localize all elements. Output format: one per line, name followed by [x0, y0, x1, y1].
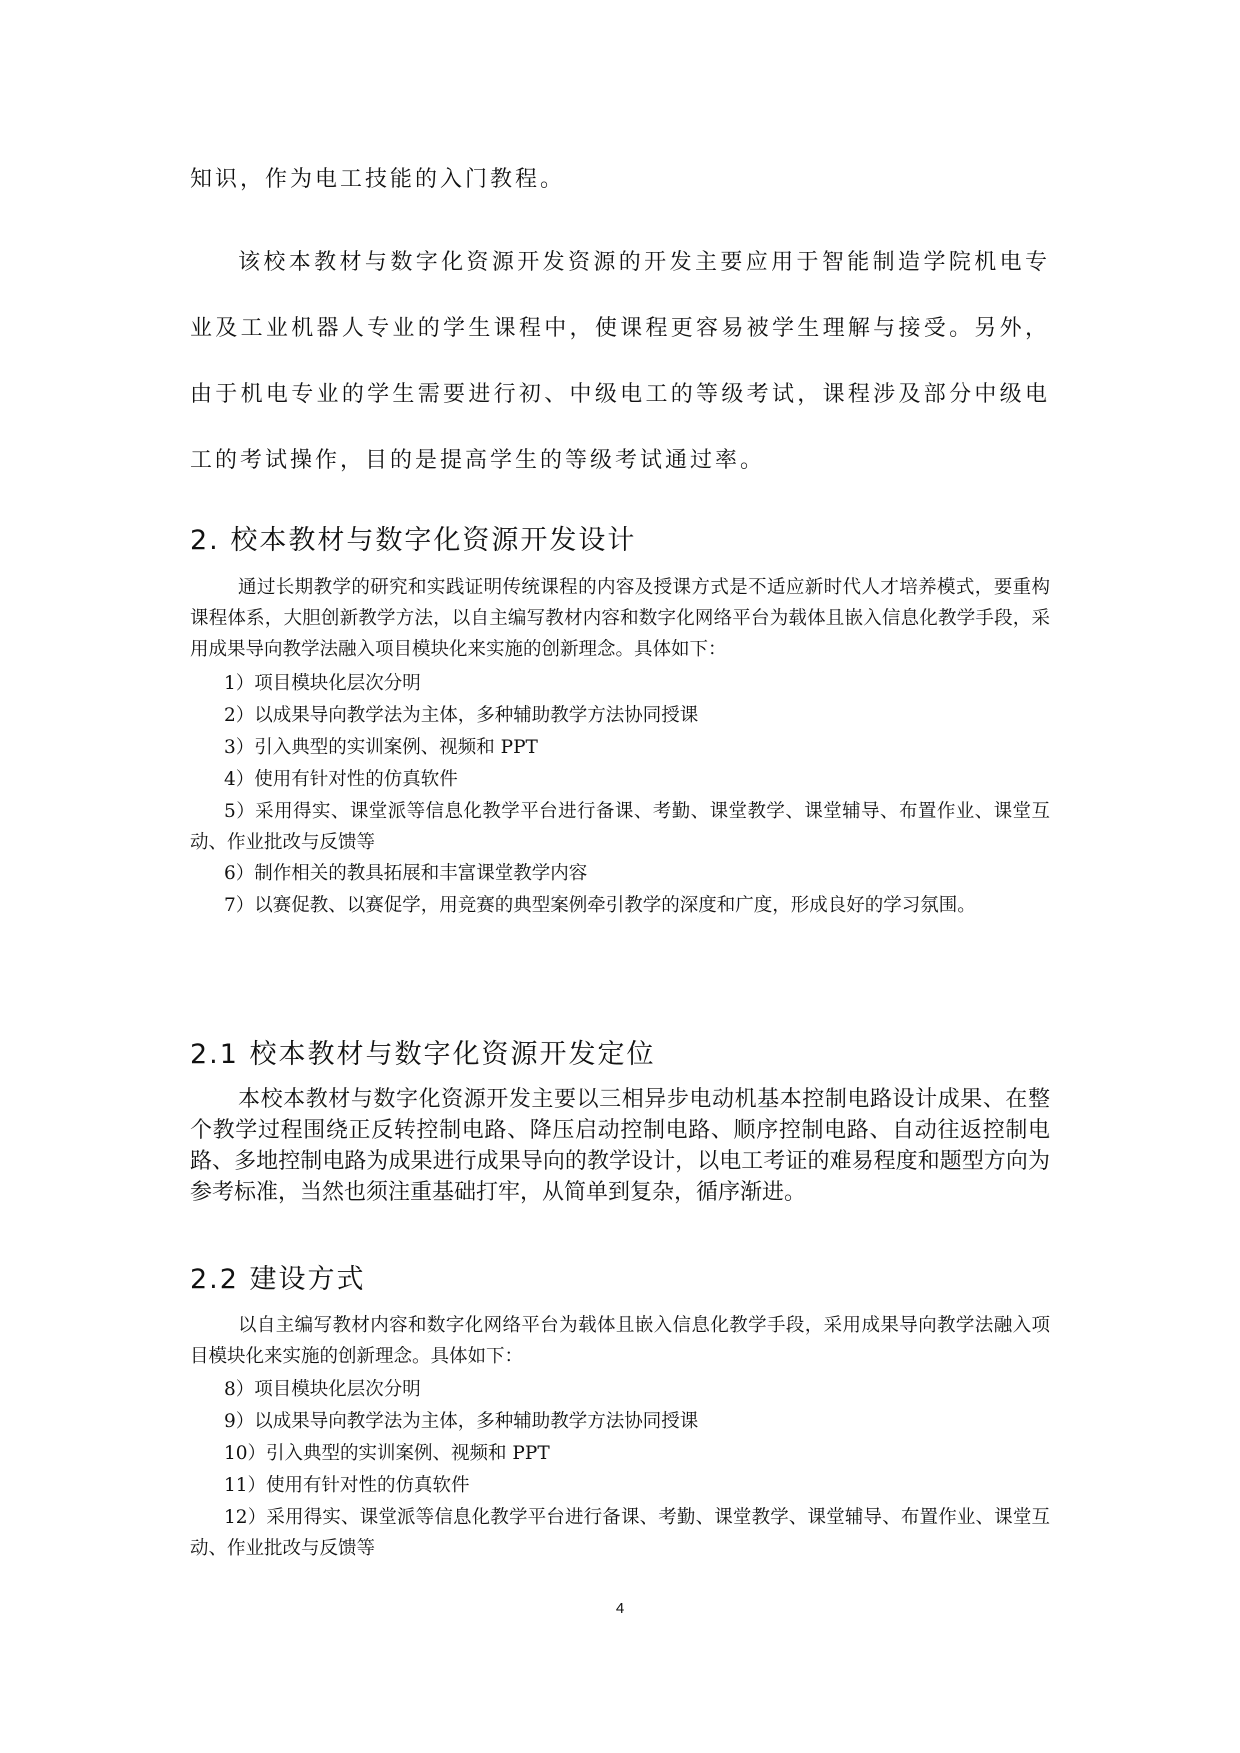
- intro-continuation-text: 知识，作为电工技能的入门教程。: [190, 167, 566, 192]
- list-item: 7）以赛促教、以赛促学，用竞赛的典型案例牵引教学的深度和广度，形成良好的学习氛围。: [224, 895, 976, 916]
- list-item: 12）采用得实、课堂派等信息化教学平台进行备课、考勤、课堂教学、课堂辅导、布置作业、课堂互动、作业批改与反馈等: [190, 1507, 1050, 1559]
- intro-paragraph: 该校本教材与数字化资源开发资源的开发主要应用于智能制造学院机电专业及工业机器人专业的学生课程中，使课程更容易被学生理解与接受。另外，由于机电专业的学生需要进行初、中级电工的等级考试，课程涉及部分中级电工的考试操作，目的是提高学生的等级考试通过率。: [190, 250, 1050, 473]
- section-2-2-heading: 2.2 建设方式: [190, 1264, 366, 1295]
- section-2-2-paragraph: 以自主编写教材内容和数字化网络平台为载体且嵌入信息化教学手段，采用成果导向教学法融入项目模块化来实施的创新理念。具体如下：: [190, 1315, 1050, 1367]
- list-item: 3）引入典型的实训案例、视频和 PPT: [224, 737, 538, 758]
- list-item: 6）制作相关的教具拓展和丰富课堂教学内容: [224, 863, 588, 884]
- section-2-paragraph: 通过长期教学的研究和实践证明传统课程的内容及授课方式是不适应新时代人才培养模式，要重构课程体系，大胆创新教学方法，以自主编写教材内容和数字化网络平台为载体且嵌入信息化教学手段，采用成果导向教学法融入项目模块化来实施的创新理念。具体如下：: [190, 577, 1050, 660]
- page-number: 4: [615, 1600, 625, 1617]
- list-item: 2）以成果导向教学法为主体，多种辅助教学方法协同授课: [224, 705, 699, 726]
- list-item: 8）项目模块化层次分明: [224, 1379, 421, 1400]
- list-item: 5）采用得实、课堂派等信息化教学平台进行备课、考勤、课堂教学、课堂辅导、布置作业、课堂互动、作业批改与反馈等: [190, 801, 1050, 853]
- section-2-1-heading: 2.1 校本教材与数字化资源开发定位: [190, 1039, 656, 1070]
- list-item: 10）引入典型的实训案例、视频和 PPT: [224, 1443, 550, 1464]
- section-2-1-paragraph: 本校本教材与数字化资源开发主要以三相异步电动机基本控制电路设计成果、在整个教学过程围绕正反转控制电路、降压启动控制电路、顺序控制电路、自动往返控制电路、多地控制电路为成果进行成果导向的教学设计，以电工考证的难易程度和题型方向为参考标准，当然也须注重基础打牢，从简单到复杂，循序渐进。: [190, 1087, 1050, 1205]
- section-2-heading: 2. 校本教材与数字化资源开发设计: [190, 525, 637, 556]
- list-item: 9）以成果导向教学法为主体，多种辅助教学方法协同授课: [224, 1411, 699, 1432]
- list-item: 11）使用有针对性的仿真软件: [224, 1475, 470, 1496]
- list-item: 4）使用有针对性的仿真软件: [224, 769, 458, 790]
- list-item: 1）项目模块化层次分明: [224, 673, 421, 694]
